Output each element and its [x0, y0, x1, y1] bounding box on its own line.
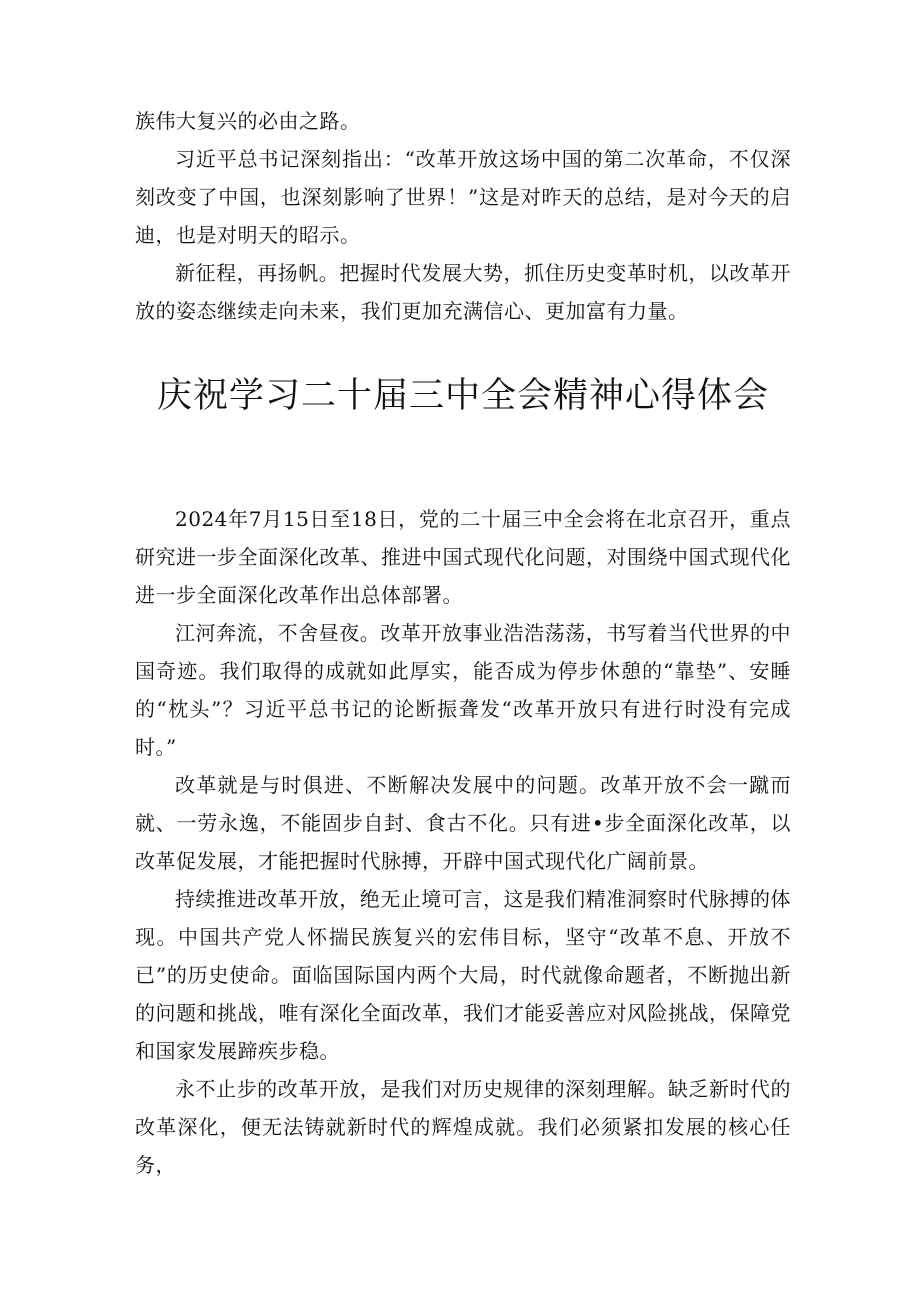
document-page — [135, 102, 791, 1184]
paragraph: 永不止步的改革开放，是我们对历史规律的深刻理解。缺乏新时代的改革深化，便无法铸就新时代的辉煌成就。我们必须紧扣发展的核心任务， — [135, 1077, 791, 1177]
paragraph: 新征程，再扬帆。把握时代发展大势，抓住历史变革时机，以改革开放的姿态继续走向未来，我们更加充满信心、更加富有力量。 — [135, 261, 791, 323]
paragraph: 改革就是与时俱进、不断解决发展中的问题。改革开放不会一蹴而就、一劳永逸，不能固步自封、食古不化。只有进•步全面深化改革，以改革促发展，才能把握时代脉搏，开辟中国式现代化广阔前景。 — [135, 773, 791, 873]
paragraph: 习近平总书记深刻指出：“改革开放这场中国的第二次革命，不仅深刻改变了中国，也深刻影响了世界！”这是对昨天的总结，是对今天的启迪，也是对明天的昭示。 — [135, 147, 791, 247]
paragraph: 2024年7月15日至18日，党的二十届三中全会将在北京召开，重点研究进一步全面深化改革、推进中国式现代化问题，对围绕中国式现代化进一步全面深化改革作出总体部署。 — [135, 507, 791, 607]
article-title: 庆祝学习二十届三中全会精神心得体会 — [156, 376, 769, 416]
paragraph: 江河奔流，不舍昼夜。改革开放事业浩浩荡荡，书写着当代世界的中国奇迹。我们取得的成就如此厚实，能否成为停步休憩的“靠垫”、安睡的“枕头”？习近平总书记的论断振聋发“改革开放只有进行时没有完成时。” — [135, 621, 791, 759]
paragraph: 持续推进改革开放，绝无止境可言，这是我们精准洞察时代脉搏的体现。中国共产党人怀揣民族复兴的宏伟目标，坚守“改革不息、开放不已”的历史使命。面临国际国内两个大局，时代就像命题者，不断抛出新的问题和挑战，唯有深化全面改革，我们才能妥善应对风险挑战，保障党和国家发展蹄疾步稳。 — [135, 887, 791, 1063]
paragraph-continued: 族伟大复兴的必由之路。 — [135, 109, 361, 133]
